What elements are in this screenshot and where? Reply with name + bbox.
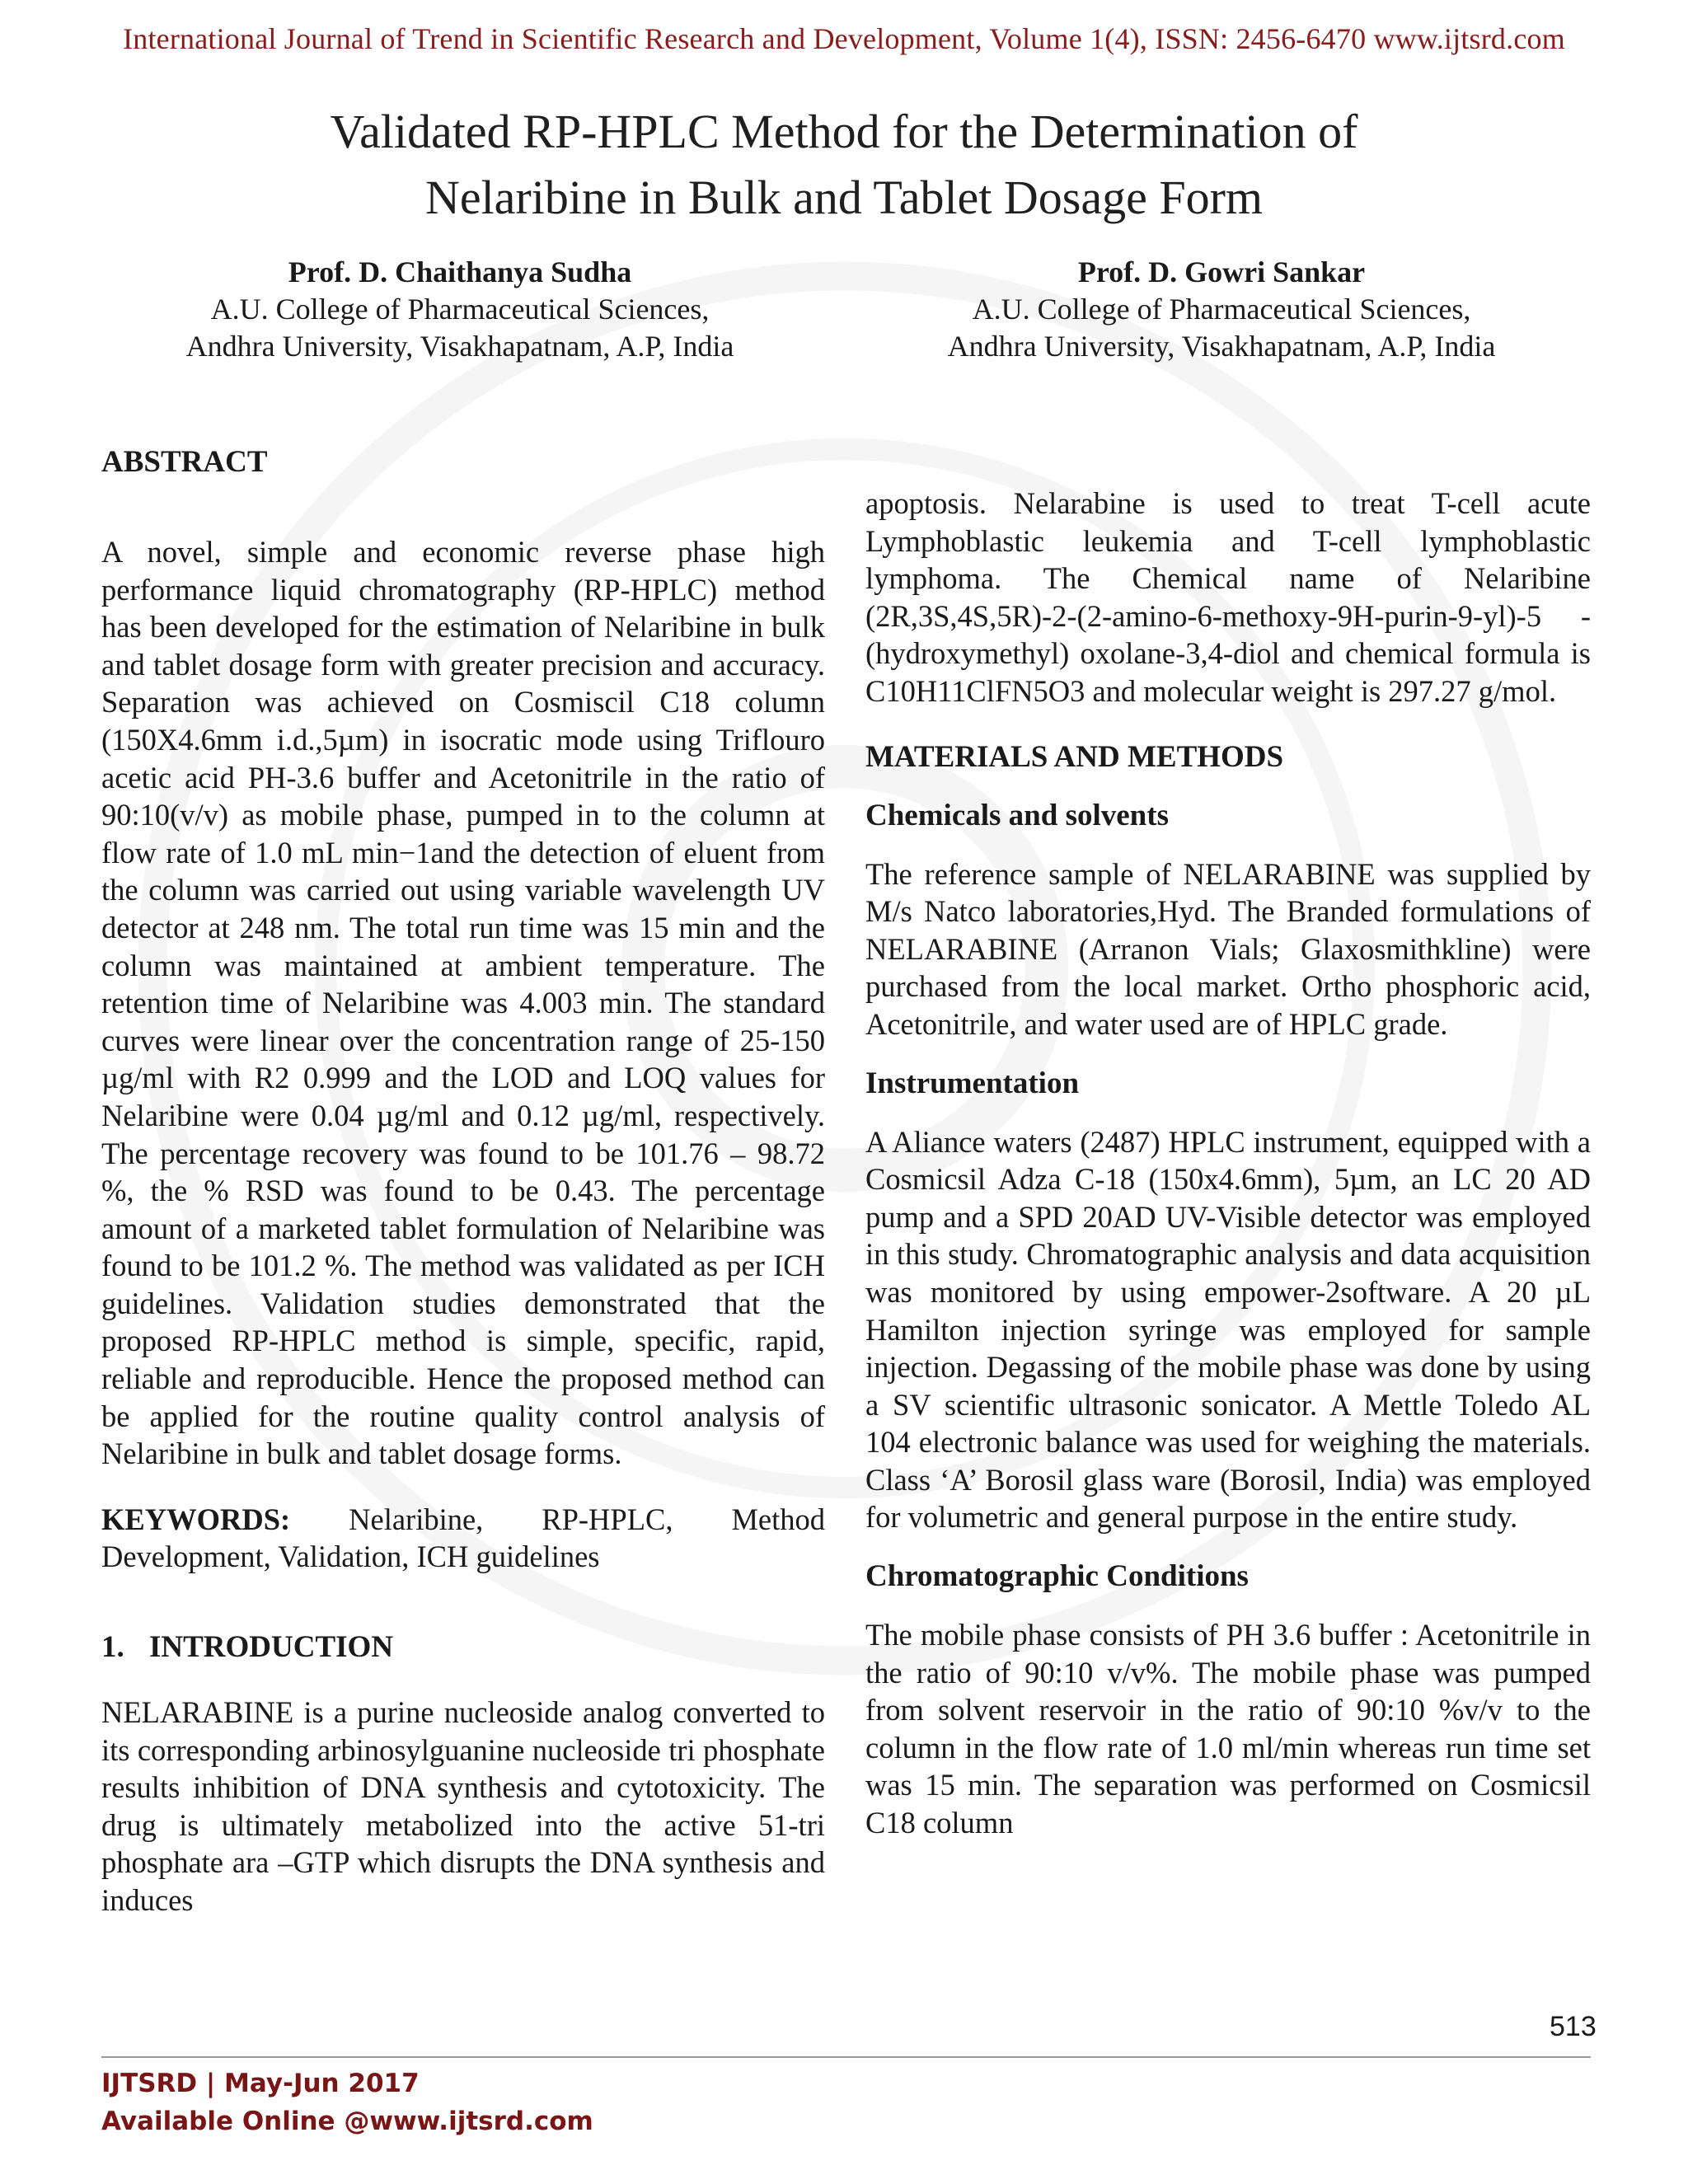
chemicals-text: The reference sample of NELARABINE was supplied by M/s Natco laboratories,Hyd. The Branded formulations of NELARABINE (Arranon Vials; Glaxosmithkline) were purchased from the local market. Ortho phosphoric acid, Acetonitrile, and water used are of HPLC grade. [865,856,1591,1041]
paper-title [165,99,1523,231]
right-column [865,485,1591,1842]
author-affiliation-line: Andhra University, Visakhapatnam, A.P, India [185,330,734,363]
author-affiliation-line: Andhra University, Visakhapatnam, A.P, India [947,330,1496,363]
author-affiliation-line: A.U. College of Pharmaceutical Sciences, [972,293,1471,326]
keywords [101,1501,825,1576]
page-number: 513 [1550,2011,1597,2042]
title-line-2: Nelaribine in Bulk and Tablet Dosage Form [424,171,1264,224]
abstract-heading: ABSTRACT [101,445,268,479]
materials-methods-heading: MATERIALS AND METHODS [865,739,1284,774]
introduction-text: NELARABINE is a purine nucleoside analog converted to its corresponding arbinosylguanine nucleoside tri phosphate results inhibition of DNA synthesis and cytotoxicity. The drug is ultimately metabolized into the active 51-tri phosphate ara –GTP which disrupts the DNA synthesis and induces [101,1695,825,1917]
footer-website: Available Online @www.ijtsrd.com [101,2107,593,2136]
section-number: 1. [101,1630,124,1665]
title-line-1: Validated RP-HPLC Method for the Determination of [330,105,1358,158]
author-block-1 [89,254,831,365]
introduction-heading [101,1629,825,1666]
author-name: Prof. D. Gowri Sankar [1077,255,1366,288]
instrumentation-text: A Aliance waters (2487) HPLC instrument, equipped with a Cosmicsil Adza C-18 (150x4.6mm), 5µm, an LC 20 AD pump and a SPD 20AD UV-Visible detector was employed in this study. Chromatographic analysis and data acquisition was monitored by using empower-2software. A 20 µL Hamilton injection syringe was employed for sample injection. Degassing of the mobile phase was done by using a SV scientific ultrasonic sonicator. A Mettle Toledo AL 104 electronic balance was used for weighing the materials. Class ‘A’ Borosil glass ware (Borosil, India) was employed for volumetric and general purpose in the entire study. [865,1124,1591,1535]
chemicals-heading: Chemicals and solvents [865,798,1169,832]
keywords-label: KEYWORDS: [101,1502,291,1536]
author-block-2 [851,254,1592,365]
footer-issue: IJTSRD | May-Jun 2017 [101,2069,420,2098]
instrumentation-heading: Instrumentation [865,1066,1080,1100]
author-affiliation-line: A.U. College of Pharmaceutical Sciences, [210,293,710,326]
keywords-text: Nelaribine, RP-HPLC, Method Development, Validation, ICH guidelines [101,1502,825,1574]
page-footer [101,2064,593,2140]
section-title: INTRODUCTION [149,1630,394,1665]
chromatographic-text: The mobile phase consists of PH 3.6 buffer : Acetonitrile in the ratio of 90:10 v/v%. The mobile phase was pumped from solvent reservoir in the ratio of 90:10 %v/v to the column in the flow rate of 1.0 ml/min whereas run time set was 15 min. The separation was performed on Cosmicsil C18 column [865,1618,1591,1840]
introduction-continued-text: apoptosis. Nelarabine is used to treat T-cell acute Lymphoblastic leukemia and T-cell lymphoblastic lymphoma. The Chemical name of Nelaribine (2R,3S,4S,5R)-2-(2-amino-6-methoxy-9H-purin-9-yl)-5 -(hydroxymethyl) oxolane-3,4-diol and chemical formula is C10H11ClFN5O3 and molecular weight is 297.27 g/mol. [865,486,1591,708]
journal-header: International Journal of Trend in Scientific Research and Development, Volume 1(4), ISSN: 2456-6470 www.ijtsrd.com [123,22,1565,55]
left-column [101,443,825,1919]
abstract-text: A novel, simple and economic reverse phase high performance liquid chromatography (RP-HPLC) method has been developed for the estimation of Nelaribine in bulk and tablet dosage form with greater precision and accuracy. Separation was achieved on Cosmiscil C18 column (150X4.6mm i.d.,5µm) in isocratic mode using Triflouro acetic acid PH-3.6 buffer and Acetonitrile in the ratio of 90:10(v/v) as mobile phase, pumped in to the column at flow rate of 1.0 mL min−1and the detection of eluent from the column was carried out using variable wavelength UV detector at 248 nm. The total run time was 15 min and the column was maintained at ambient temperature. The retention time of Nelaribine was 4.003 min. The standard curves were linear over the concentration range of 25-150 µg/ml with R2 0.999 and the LOD and LOQ values for Nelaribine were 0.04 µg/ml and 0.12 µg/ml, respectively. The percentage recovery was found to be 101.76 – 98.72 %, the % RSD was found to be 0.43. The percentage amount of a marketed tablet formulation of Nelaribine was found to be 101.2 %. The method was validated as per ICH guidelines. Validation studies demonstrated that the proposed RP-HPLC method is simple, specific, rapid, reliable and reproducible. Hence the proposed method can be applied for the routine quality control analysis of Nelaribine in bulk and tablet dosage forms. [101,535,825,1471]
chromatographic-heading: Chromatographic Conditions [865,1559,1249,1594]
author-name: Prof. D. Chaithanya Sudha [288,255,632,288]
footer-divider [101,2056,1591,2058]
